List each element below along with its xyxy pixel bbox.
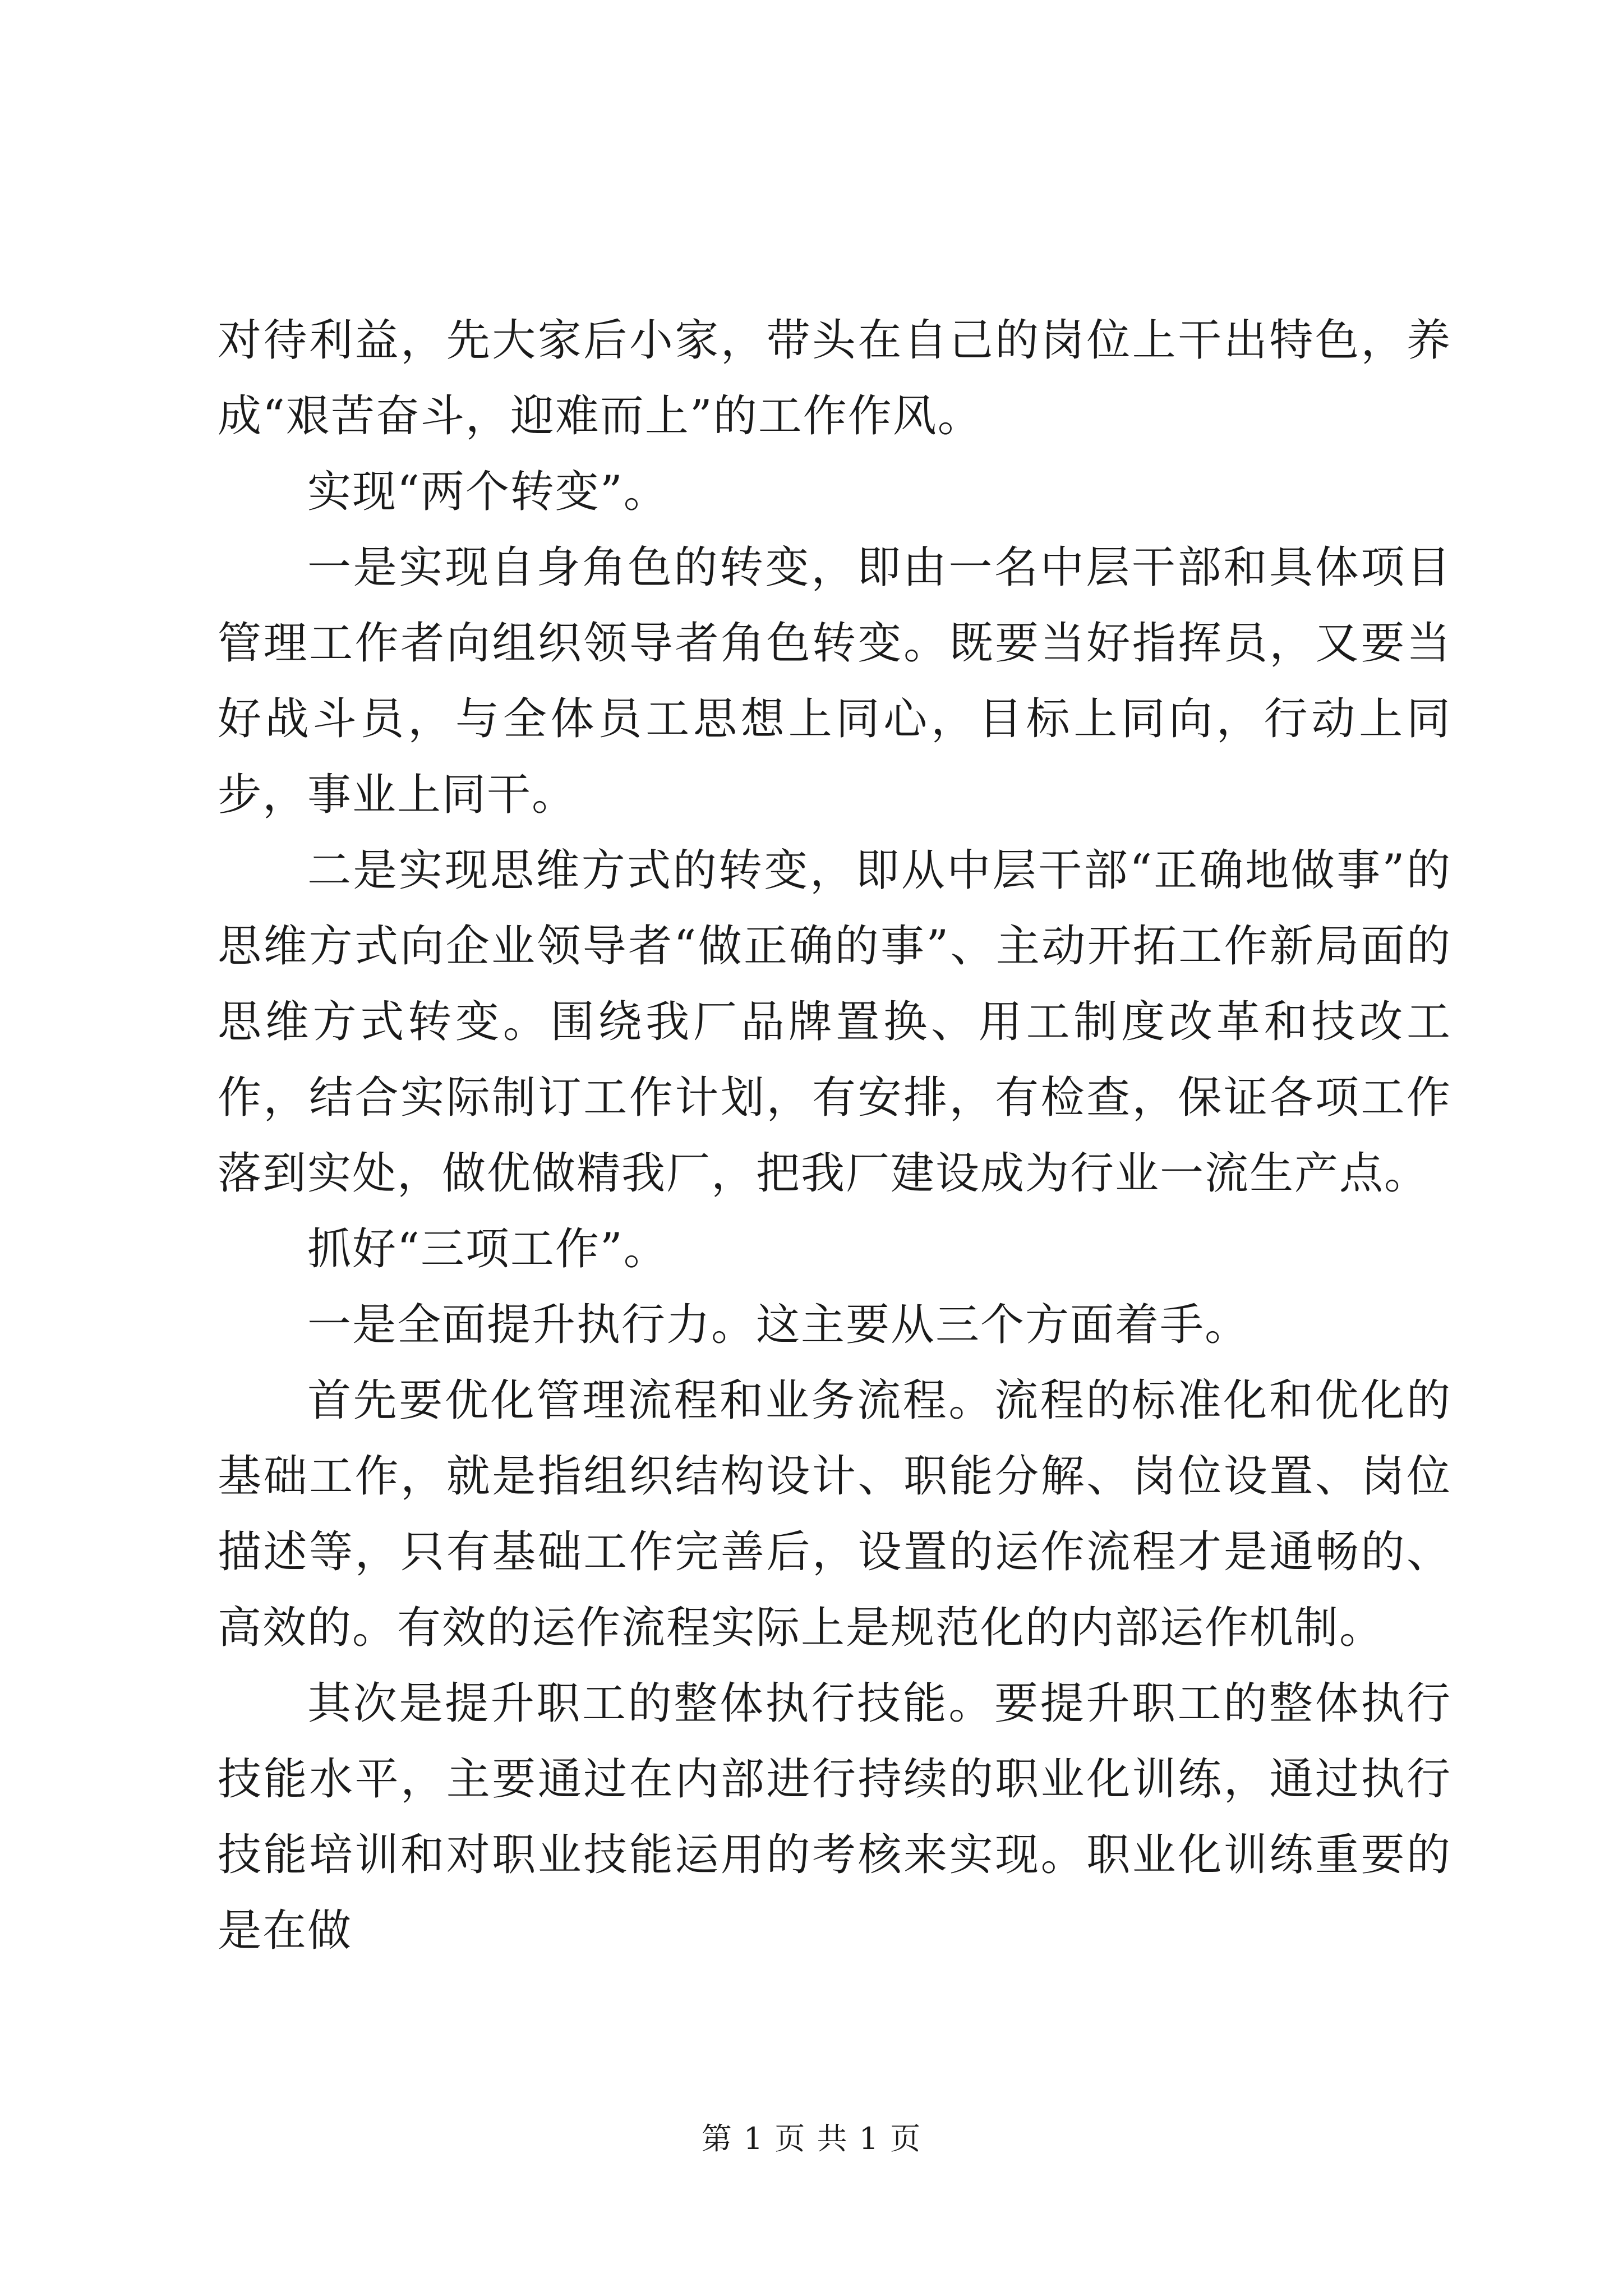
paragraph-2: 实现“两个转变”。 [307,467,668,517]
paragraph-5: 抓好“三项工作”。 [307,1224,668,1274]
paragraph-4: 二是实现思维方式的转变，即从中层干部“正确地做事”的思维方式向企业领导者“做正确的事”、主动开拓工作新局面的思维方式转变。围绕我厂品牌置换、用工制度改革和技改工作，结合实际制订工作计划，有安排，有检查，保证各项工作落到实处，做优做精我厂，把我厂建设成为行业一流生产点。 [218,845,1451,1199]
paragraph-7: 首先要优化管理流程和业务流程。流程的标准化和优化的基础工作，就是指组织结构设计、职能分解、岗位设置、岗位描述等，只有基础工作完善后，设置的运作流程才是通畅的、高效的。有效的运作流程实际上是规范化的内部运作机制。 [218,1375,1451,1653]
paragraph-1: 对待利益，先大家后小家，带头在自己的岗位上干出特色，养成“艰苦奋斗，迎难而上”的工作作风。 [218,315,1451,441]
paragraph-6: 一是全面提升执行力。这主要从三个方面着手。 [307,1300,1250,1350]
paragraph-3: 一是实现自身角色的转变，即由一名中层干部和具体项目管理工作者向组织领导者角色转变。既要当好指挥员，又要当好战斗员，与全体员工思想上同心，目标上同向，行动上同步，事业上同干。 [218,542,1451,820]
document-body [218,303,1451,1969]
page-footer: 第 1 页 共 1 页 [701,2121,922,2156]
paragraph-8: 其次是提升职工的整体执行技能。要提升职工的整体执行技能水平，主要通过在内部进行持续的职业化训练，通过执行技能培训和对职业技能运用的考核来实现。职业化训练重要的是在做 [218,1678,1451,1956]
